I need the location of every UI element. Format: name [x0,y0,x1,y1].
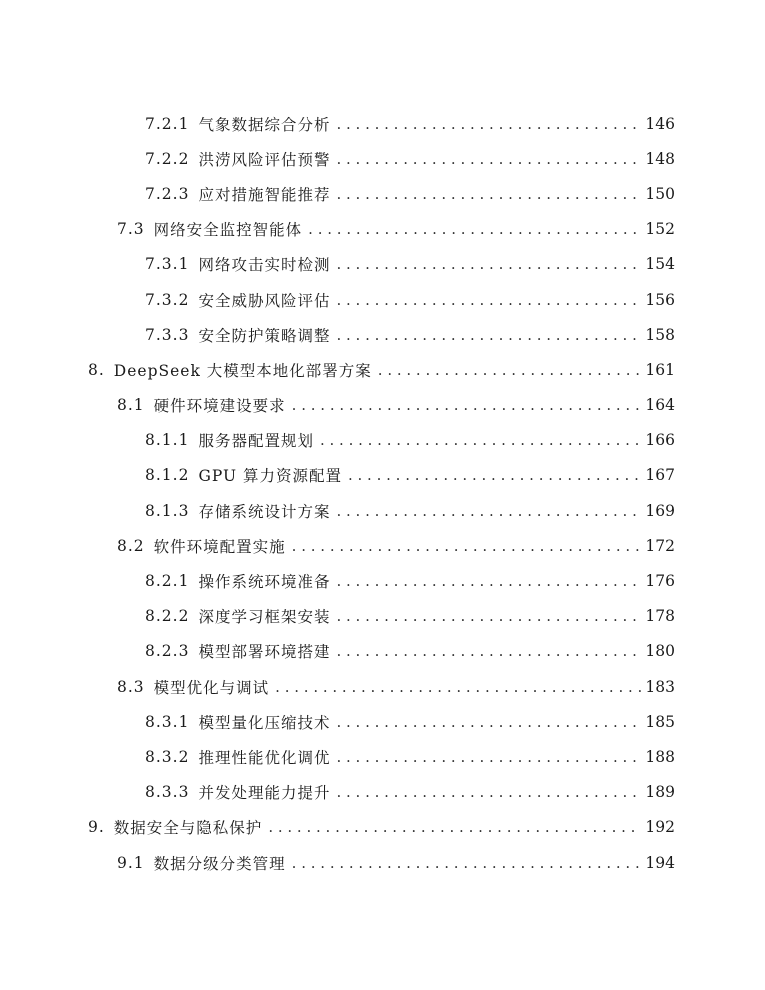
toc-entry-title: 存储系统设计方案 [198,502,331,521]
toc-entry-title: 模型部署环境搭建 [198,643,331,662]
toc-entry[interactable] [0,212,765,247]
toc-entry-title: DeepSeek 大模型本地化部署方案 [113,361,372,380]
toc-entry-number: 7.3.2 [145,290,190,309]
toc-dot-leader [268,818,669,836]
toc-dot-leader [336,150,669,168]
toc-entry-page-number: 169 [641,502,675,520]
toc-entry[interactable] [0,739,765,774]
toc-entry-number: 8.2.3 [145,642,190,661]
toc-dot-leader [292,396,669,414]
toc-entry-number: 8.3.1 [145,712,190,731]
toc-entry-number: 8.1.3 [145,501,190,520]
toc-entry[interactable] [0,669,765,704]
toc-entry[interactable] [0,317,765,352]
toc-dot-leader [308,220,669,238]
toc-entry-number: 7.2.1 [145,114,190,133]
toc-entry-page-number: 185 [641,713,675,731]
toc-entry-title: 应对措施智能推荐 [198,185,331,204]
toc-entry[interactable] [0,423,765,458]
toc-entry-page-number: 167 [641,466,675,484]
toc-entry-number: 7.3 [117,220,145,239]
toc-entry-title: 网络攻击实时检测 [198,256,331,275]
toc-dot-leader [336,502,669,520]
toc-entry-number: 8.1.2 [145,466,190,485]
toc-entry-page-number: 150 [641,185,675,203]
toc-dot-leader [275,678,669,696]
toc-entry[interactable] [0,493,765,528]
toc-dot-leader [336,326,669,344]
toc-entry-page-number: 146 [641,115,675,133]
toc-entry[interactable] [0,775,765,810]
toc-entry[interactable] [0,352,765,387]
toc-entry[interactable] [0,845,765,880]
toc-entry-page-number: 152 [641,220,675,238]
toc-dot-leader [292,854,669,872]
toc-entry-number: 8.1 [117,396,145,415]
toc-dot-leader [336,255,669,273]
toc-dot-leader [320,431,669,449]
toc-entry[interactable] [0,282,765,317]
toc-entry-number: 8.2 [117,536,145,555]
toc-entry-page-number: 194 [641,854,675,872]
toc-entry-number: 9. [88,818,105,837]
toc-entry[interactable] [0,528,765,563]
toc-entry-page-number: 180 [641,642,675,660]
toc-entry-title: 服务器配置规划 [198,432,314,451]
toc-entry-title: 硬件环境建设要求 [153,397,286,416]
toc-entry-page-number: 154 [641,255,675,273]
toc-entry-title: 软件环境配置实施 [153,537,286,556]
toc-entry-title: 模型量化压缩技术 [198,713,331,732]
toc-entry-title: 网络安全监控智能体 [153,221,303,240]
toc-entry-number: 8.3 [117,677,145,696]
toc-entry[interactable] [0,563,765,598]
toc-entry-title: 洪涝风险评估预警 [198,150,331,169]
toc-entry[interactable] [0,388,765,423]
toc-entry-title: GPU 算力资源配置 [198,467,342,486]
toc-entry-page-number: 178 [641,607,675,625]
toc-entry-title: 气象数据综合分析 [198,115,331,134]
toc-entry-page-number: 176 [641,572,675,590]
toc-entry-number: 8.1.1 [145,431,190,450]
toc-entry-page-number: 189 [641,783,675,801]
toc-entry-number: 7.2.2 [145,149,190,168]
toc-dot-leader [348,466,669,484]
toc-entry-number: 7.2.3 [145,184,190,203]
toc-entry-page-number: 148 [641,150,675,168]
toc-entry-number: 7.3.1 [145,255,190,274]
toc-entry[interactable] [0,247,765,282]
toc-entry-page-number: 188 [641,748,675,766]
toc-entry-title: 深度学习框架安装 [198,608,331,627]
toc-dot-leader [336,607,669,625]
toc-dot-leader [336,713,669,731]
toc-dot-leader [336,115,669,133]
toc-entry-page-number: 166 [641,431,675,449]
toc-entry-title: 数据安全与隐私保护 [113,819,263,838]
toc-entry-number: 7.3.3 [145,325,190,344]
toc-entry-title: 推理性能优化调优 [198,748,331,767]
toc-entry-page-number: 158 [641,326,675,344]
toc-entry-page-number: 172 [641,537,675,555]
toc-entry-title: 并发处理能力提升 [198,784,331,803]
toc-entry-number: 9.1 [117,853,145,872]
toc-entry-title: 安全防护策略调整 [198,326,331,345]
toc-dot-leader [378,361,669,379]
toc-dot-leader [336,185,669,203]
toc-entry[interactable] [0,599,765,634]
toc-entry-number: 8.2.1 [145,572,190,591]
toc-entry-number: 8.3.2 [145,747,190,766]
toc-entry-title: 安全威胁风险评估 [198,291,331,310]
toc-entry[interactable] [0,106,765,141]
toc-dot-leader [292,537,669,555]
toc-entry-page-number: 161 [641,361,675,379]
toc-dot-leader [336,572,669,590]
toc-entry[interactable] [0,704,765,739]
toc-entry-number: 8.2.2 [145,607,190,626]
toc-dot-leader [336,642,669,660]
table-of-contents [0,106,765,880]
toc-dot-leader [336,783,669,801]
toc-entry[interactable] [0,176,765,211]
toc-entry-page-number: 164 [641,396,675,414]
toc-dot-leader [336,748,669,766]
toc-entry-page-number: 183 [641,678,675,696]
toc-entry[interactable] [0,810,765,845]
toc-entry-number: 8.3.3 [145,783,190,802]
toc-entry-number: 8. [88,360,105,379]
toc-entry-title: 操作系统环境准备 [198,573,331,592]
toc-dot-leader [336,291,669,309]
toc-entry[interactable] [0,634,765,669]
toc-entry-page-number: 192 [641,818,675,836]
toc-entry[interactable] [0,141,765,176]
toc-entry-page-number: 156 [641,291,675,309]
toc-entry-title: 数据分级分类管理 [153,854,286,873]
toc-entry-title: 模型优化与调试 [153,678,270,697]
toc-entry[interactable] [0,458,765,493]
